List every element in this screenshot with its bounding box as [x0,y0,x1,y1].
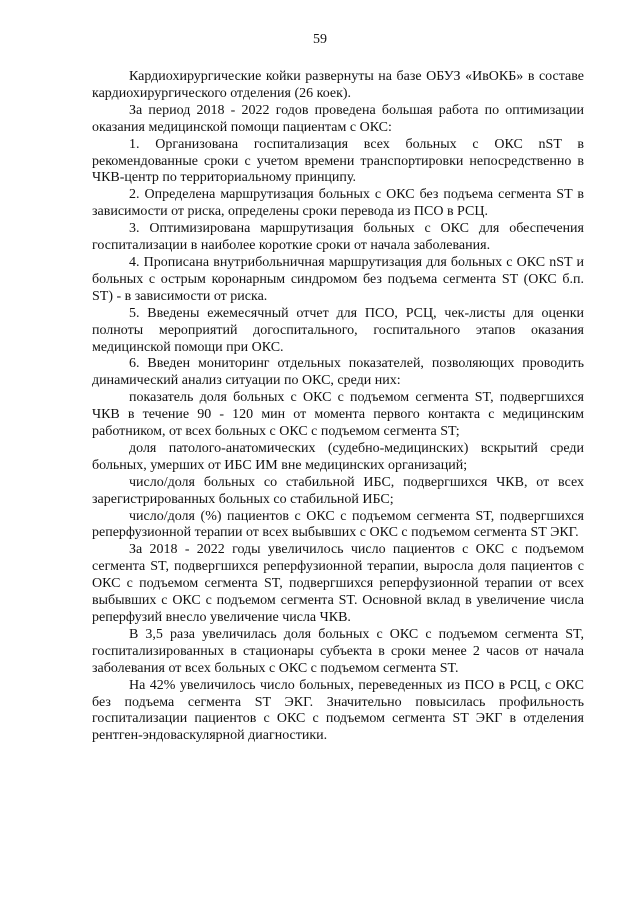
paragraph: число/доля (%) пациентов с ОКС с подъемом сегмента ST, подвергшихся реперфузионной терапии от всех выбывших с ОКС с подъемом сегмента ST ЭКГ. [92,508,584,541]
paragraph: За 2018 - 2022 годы увеличилось число пациентов с ОКС с подъемом сегмента ST, подвергшихся реперфузионной терапии, выросла доля пациентов с ОКС с подъемом сегмента ST, подвергшихся реперфузионной терапии от всех выбывших с ОКС с подъемом сегмента ST. Основной вклад в увеличение числа реперфузий внесло увеличение числа ЧКВ. [92,542,584,625]
paragraph: 5. Введены ежемесячный отчет для ПСО, РСЦ, чек-листы для оценки полноты мероприятий догоспитального, госпитального этапов оказания медицинской помощи при ОКС. [92,305,584,355]
paragraph: 2. Определена маршрутизация больных с ОКС без подъема сегмента ST в зависимости от риска, определены сроки перевода из ПСО в РСЦ. [92,187,584,220]
paragraph: число/доля больных со стабильной ИБС, подвергшихся ЧКВ, от всех зарегистрированных больных со стабильной ИБС; [92,474,584,507]
paragraph: Кардиохирургические койки развернуты на базе ОБУЗ «ИвОКБ» в составе кардиохирургического отделения (26 коек). [92,69,584,101]
page-number: 59 [313,32,327,47]
paragraph: 3. Оптимизирована маршрутизация больных с ОКС для обеспечения госпитализации в наиболее короткие сроки от начала заболевания. [92,221,584,254]
paragraph: 1. Организована госпитализация всех больных с ОКС nST в рекомендованные сроки с учетом времени транспортировки непосредственно в ЧКВ-центр по территориальному принципу. [92,136,584,186]
paragraph: показатель доля больных с ОКС с подъемом сегмента ST, подвергшихся ЧКВ в течение 90 - 120 мин от момента первого контакта с медицинским работником, от всех больных с ОКС с подъемом сегмента ST; [92,390,584,440]
paragraph: За период 2018 - 2022 годов проведена большая работа по оптимизации оказания медицинской помощи пациентам с ОКС: [92,102,584,135]
paragraph: В 3,5 раза увеличилась доля больных с ОКС с подъемом сегмента ST, госпитализированных в стационары субъекта в сроки менее 2 часов от начала заболевания от всех больных с ОКС с подъемом сегмента ST. [92,626,584,676]
paragraph: доля патолого-анатомических (судебно-медицинских) вскрытий среди больных, умерших от ИБС ИМ вне медицинских организаций; [92,440,584,473]
paragraph: На 42% увеличилось число больных, переведенных из ПСО в РСЦ, с ОКС без подъема сегмента ST ЭКГ. Значительно повысилась профильность госпитализации пациентов с ОКС с подъемом сегмента ST ЭКГ в отделения рентген-эндоваскулярной диагностики. [92,677,584,744]
paragraph: 4. Прописана внутрибольничная маршрутизация для больных с ОКС nST и больных с острым коронарным синдромом без подъема сегмента ST (ОКС б.п. ST) - в зависимости от риска. [92,254,584,304]
paragraph: 6. Введен мониторинг отдельных показателей, позволяющих проводить динамический анализ ситуации по ОКС, среди них: [92,356,584,389]
